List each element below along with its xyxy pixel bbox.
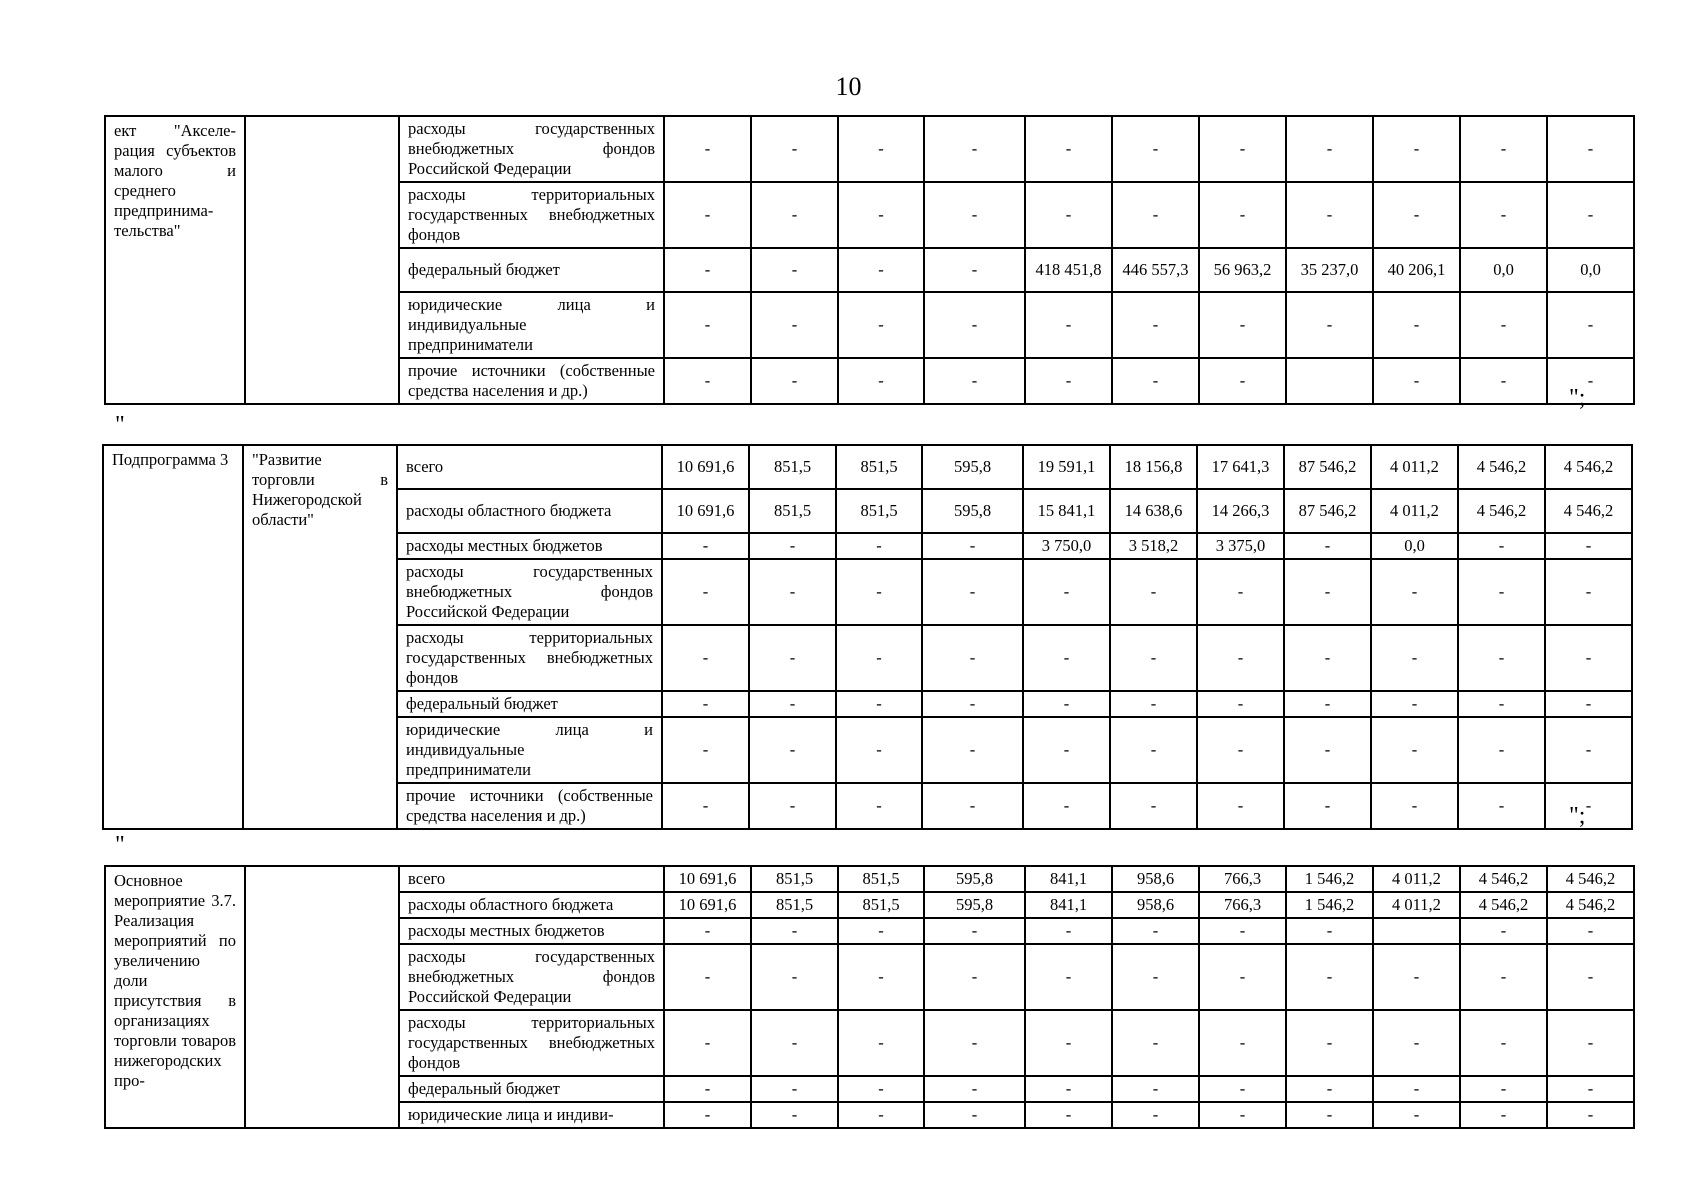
value-cell: - <box>1284 691 1371 717</box>
value-cell: - <box>838 1010 924 1076</box>
value-cell: 15 841,1 <box>1023 489 1110 533</box>
value-cell: 4 011,2 <box>1371 489 1458 533</box>
value-cell: - <box>664 116 751 182</box>
value-cell: - <box>1545 559 1632 625</box>
value-cell: 841,1 <box>1025 866 1112 892</box>
value-cell: - <box>751 116 838 182</box>
value-cell: - <box>1023 691 1110 717</box>
value-cell: - <box>922 533 1023 559</box>
value-cell: - <box>751 1010 838 1076</box>
value-cell: - <box>1112 358 1199 404</box>
value-cell: - <box>924 1010 1025 1076</box>
value-cell: - <box>1286 944 1373 1010</box>
funding-source-cell: расходы территориальных государственных внебюджетных фондов <box>399 1010 664 1076</box>
value-cell: 4 011,2 <box>1373 866 1460 892</box>
value-cell: 418 451,8 <box>1025 248 1112 292</box>
value-cell: - <box>924 182 1025 248</box>
budget-table-acceleration <box>104 115 1635 405</box>
funding-source-cell: федеральный бюджет <box>397 691 662 717</box>
closing-quote-mark: "; <box>1569 803 1586 829</box>
value-cell: - <box>922 783 1023 829</box>
value-cell: 1 546,2 <box>1286 892 1373 918</box>
value-cell: - <box>922 691 1023 717</box>
value-cell: - <box>836 625 922 691</box>
value-cell: - <box>1458 625 1545 691</box>
value-cell: 14 266,3 <box>1197 489 1284 533</box>
value-cell: - <box>1197 625 1284 691</box>
value-cell: 958,6 <box>1112 892 1199 918</box>
program-title-cell: ект "Акселерация субъектов малого и среднего предпринимательства" <box>105 116 245 404</box>
value-cell: - <box>662 559 749 625</box>
value-cell: - <box>1547 358 1634 404</box>
value-cell: - <box>1199 1076 1286 1102</box>
value-cell: - <box>1460 918 1547 944</box>
funding-source-cell: юридические лица и индиви- <box>399 1102 664 1128</box>
program-name-cell <box>245 866 399 1128</box>
value-cell: 766,3 <box>1199 866 1286 892</box>
value-cell: - <box>1545 691 1632 717</box>
value-cell: 0,0 <box>1547 248 1634 292</box>
value-cell: 595,8 <box>922 489 1023 533</box>
funding-source-cell: федеральный бюджет <box>399 1076 664 1102</box>
value-cell: - <box>1025 1010 1112 1076</box>
value-cell: - <box>1547 1076 1634 1102</box>
value-cell: - <box>1371 691 1458 717</box>
value-cell: - <box>1197 691 1284 717</box>
budget-table-measure-3-7 <box>104 865 1635 1129</box>
funding-source-cell: всего <box>397 445 662 489</box>
table-row <box>103 445 1632 489</box>
funding-source-cell: расходы территориальных государственных внебюджетных фондов <box>397 625 662 691</box>
value-cell: - <box>1545 783 1632 829</box>
value-cell: - <box>1460 944 1547 1010</box>
value-cell: - <box>1286 292 1373 358</box>
value-cell: 4 546,2 <box>1545 445 1632 489</box>
value-cell: - <box>836 717 922 783</box>
value-cell: - <box>1199 116 1286 182</box>
value-cell: 19 591,1 <box>1023 445 1110 489</box>
funding-source-cell: расходы государственных внебюджетных фондов Российской Федерации <box>399 944 664 1010</box>
page-number: 10 <box>835 72 862 101</box>
value-cell: - <box>1025 918 1112 944</box>
value-cell: - <box>924 358 1025 404</box>
value-cell: - <box>1112 1010 1199 1076</box>
funding-source-cell: расходы областного бюджета <box>399 892 664 918</box>
budget-table-subprogram-3 <box>102 444 1633 830</box>
value-cell: - <box>1545 533 1632 559</box>
value-cell: - <box>662 691 749 717</box>
value-cell: - <box>1460 358 1547 404</box>
value-cell: - <box>751 358 838 404</box>
value-cell: - <box>1547 918 1634 944</box>
value-cell: - <box>1025 116 1112 182</box>
value-cell: - <box>1284 625 1371 691</box>
value-cell: - <box>1023 559 1110 625</box>
value-cell: 841,1 <box>1025 892 1112 918</box>
value-cell: 18 156,8 <box>1110 445 1197 489</box>
value-cell: - <box>1023 625 1110 691</box>
value-cell: - <box>662 717 749 783</box>
value-cell: 851,5 <box>836 445 922 489</box>
funding-source-cell: юридические лица и индивидуальные предприниматели <box>399 292 664 358</box>
value-cell: - <box>664 182 751 248</box>
value-cell: - <box>662 783 749 829</box>
value-cell: - <box>1286 182 1373 248</box>
value-cell: - <box>924 1076 1025 1102</box>
value-cell: 10 691,6 <box>664 892 751 918</box>
value-cell: - <box>664 1010 751 1076</box>
program-title-cell: Основное мероприятие 3.7. Реализация мероприятий по увеличению доли присутствия в организациях торговли товаров нижегородских про- <box>105 866 245 1128</box>
value-cell: - <box>1547 944 1634 1010</box>
funding-source-cell: юридические лица и индивидуальные предприниматели <box>397 717 662 783</box>
value-cell: - <box>1197 783 1284 829</box>
value-cell: 4 546,2 <box>1460 892 1547 918</box>
value-cell: - <box>664 918 751 944</box>
value-cell: - <box>1284 533 1371 559</box>
value-cell: - <box>838 182 924 248</box>
value-cell: - <box>838 358 924 404</box>
value-cell: - <box>751 182 838 248</box>
value-cell: - <box>1460 1076 1547 1102</box>
value-cell: - <box>1112 116 1199 182</box>
value-cell: - <box>1199 292 1286 358</box>
value-cell: - <box>1373 944 1460 1010</box>
value-cell: - <box>836 559 922 625</box>
value-cell: - <box>1112 292 1199 358</box>
value-cell: - <box>1373 1010 1460 1076</box>
table-row <box>105 866 1634 892</box>
value-cell: - <box>1025 944 1112 1010</box>
value-cell: - <box>1025 182 1112 248</box>
funding-source-cell: прочие источники (собственные средства населения и др.) <box>399 358 664 404</box>
value-cell: - <box>1197 717 1284 783</box>
value-cell: 4 546,2 <box>1545 489 1632 533</box>
value-cell: 4 546,2 <box>1460 866 1547 892</box>
value-cell: 851,5 <box>836 489 922 533</box>
value-cell: - <box>836 691 922 717</box>
value-cell: - <box>838 918 924 944</box>
value-cell: 4 546,2 <box>1458 489 1545 533</box>
value-cell: - <box>1286 918 1373 944</box>
value-cell: 3 375,0 <box>1197 533 1284 559</box>
value-cell: - <box>1284 559 1371 625</box>
funding-source-cell: расходы областного бюджета <box>397 489 662 533</box>
value-cell: 595,8 <box>924 866 1025 892</box>
value-cell: - <box>1110 691 1197 717</box>
value-cell: 35 237,0 <box>1286 248 1373 292</box>
value-cell: - <box>1199 358 1286 404</box>
value-cell: 851,5 <box>751 866 838 892</box>
value-cell: - <box>664 292 751 358</box>
value-cell: - <box>751 944 838 1010</box>
value-cell: 4 011,2 <box>1373 892 1460 918</box>
value-cell: - <box>1023 717 1110 783</box>
value-cell: - <box>924 1102 1025 1128</box>
value-cell: 851,5 <box>751 892 838 918</box>
value-cell: - <box>1025 292 1112 358</box>
value-cell: - <box>1112 1076 1199 1102</box>
value-cell: - <box>838 1102 924 1128</box>
value-cell: - <box>1199 944 1286 1010</box>
value-cell: - <box>1460 292 1547 358</box>
value-cell: - <box>1199 1102 1286 1128</box>
value-cell <box>1286 358 1373 404</box>
value-cell: - <box>1286 1010 1373 1076</box>
value-cell: - <box>1199 182 1286 248</box>
value-cell: - <box>836 533 922 559</box>
value-cell: - <box>1458 533 1545 559</box>
program-name-cell <box>245 116 399 404</box>
program-name-cell: "Развитие торговли в Нижегородской области" <box>243 445 397 829</box>
value-cell: - <box>1023 783 1110 829</box>
value-cell: - <box>1112 182 1199 248</box>
value-cell: 4 546,2 <box>1547 892 1634 918</box>
value-cell: 10 691,6 <box>662 489 749 533</box>
value-cell: - <box>1199 918 1286 944</box>
value-cell: - <box>1460 1102 1547 1128</box>
value-cell: - <box>749 559 836 625</box>
value-cell: - <box>1545 625 1632 691</box>
value-cell: 851,5 <box>749 445 836 489</box>
value-cell: - <box>1460 182 1547 248</box>
value-cell: - <box>1458 559 1545 625</box>
value-cell: - <box>1025 1102 1112 1128</box>
value-cell: - <box>1373 1102 1460 1128</box>
value-cell: 851,5 <box>838 892 924 918</box>
value-cell: - <box>1110 559 1197 625</box>
value-cell: - <box>1286 116 1373 182</box>
value-cell: - <box>924 116 1025 182</box>
value-cell: - <box>751 248 838 292</box>
funding-source-cell: расходы государственных внебюджетных фондов Российской Федерации <box>397 559 662 625</box>
value-cell: - <box>1458 717 1545 783</box>
value-cell: 0,0 <box>1371 533 1458 559</box>
funding-source-cell: расходы местных бюджетов <box>397 533 662 559</box>
table-row <box>105 116 1634 182</box>
value-cell: 3 750,0 <box>1023 533 1110 559</box>
value-cell: 766,3 <box>1199 892 1286 918</box>
value-cell: - <box>664 248 751 292</box>
value-cell: - <box>924 918 1025 944</box>
value-cell: - <box>751 292 838 358</box>
value-cell: - <box>1373 116 1460 182</box>
funding-source-cell: федеральный бюджет <box>399 248 664 292</box>
opening-quote-mark: " <box>115 412 125 438</box>
value-cell: - <box>922 625 1023 691</box>
value-cell: - <box>1373 292 1460 358</box>
value-cell: - <box>1547 292 1634 358</box>
value-cell: - <box>664 1076 751 1102</box>
value-cell: 87 546,2 <box>1284 489 1371 533</box>
value-cell: - <box>1112 944 1199 1010</box>
value-cell: - <box>924 248 1025 292</box>
value-cell: - <box>1373 182 1460 248</box>
value-cell: - <box>1371 625 1458 691</box>
value-cell: - <box>749 533 836 559</box>
value-cell: - <box>1112 918 1199 944</box>
value-cell: 87 546,2 <box>1284 445 1371 489</box>
value-cell: - <box>664 358 751 404</box>
value-cell: 14 638,6 <box>1110 489 1197 533</box>
value-cell: - <box>1458 691 1545 717</box>
funding-source-cell: расходы местных бюджетов <box>399 918 664 944</box>
value-cell: - <box>1286 1102 1373 1128</box>
value-cell: - <box>1112 1102 1199 1128</box>
value-cell: - <box>838 944 924 1010</box>
value-cell: - <box>1371 783 1458 829</box>
value-cell: - <box>1110 717 1197 783</box>
funding-source-cell: прочие источники (собственные средства населения и др.) <box>397 783 662 829</box>
value-cell: - <box>749 691 836 717</box>
value-cell: 10 691,6 <box>664 866 751 892</box>
value-cell: - <box>749 625 836 691</box>
value-cell: - <box>1371 717 1458 783</box>
value-cell: - <box>922 717 1023 783</box>
value-cell: - <box>922 559 1023 625</box>
value-cell: - <box>1547 1010 1634 1076</box>
value-cell: - <box>751 1076 838 1102</box>
value-cell: - <box>664 944 751 1010</box>
value-cell: 3 518,2 <box>1110 533 1197 559</box>
value-cell: - <box>662 625 749 691</box>
value-cell: 40 206,1 <box>1373 248 1460 292</box>
value-cell: 851,5 <box>838 866 924 892</box>
value-cell: - <box>1373 1076 1460 1102</box>
value-cell: - <box>838 292 924 358</box>
value-cell: - <box>1110 783 1197 829</box>
value-cell: - <box>1460 1010 1547 1076</box>
value-cell: - <box>749 717 836 783</box>
value-cell: 851,5 <box>749 489 836 533</box>
value-cell: 56 963,2 <box>1199 248 1286 292</box>
program-title-cell: Подпрограмма 3 <box>103 445 243 829</box>
value-cell: 446 557,3 <box>1112 248 1199 292</box>
value-cell: - <box>924 944 1025 1010</box>
value-cell: - <box>838 116 924 182</box>
value-cell: - <box>1284 783 1371 829</box>
value-cell: - <box>838 1076 924 1102</box>
value-cell: - <box>1284 717 1371 783</box>
value-cell: - <box>1025 358 1112 404</box>
opening-quote-mark: " <box>115 832 125 858</box>
value-cell: - <box>1545 717 1632 783</box>
value-cell: - <box>1199 1010 1286 1076</box>
value-cell: 1 546,2 <box>1286 866 1373 892</box>
value-cell: - <box>749 783 836 829</box>
value-cell: 10 691,6 <box>662 445 749 489</box>
funding-source-cell: расходы территориальных государственных внебюджетных фондов <box>399 182 664 248</box>
value-cell: 4 011,2 <box>1371 445 1458 489</box>
value-cell: 0,0 <box>1460 248 1547 292</box>
funding-source-cell: расходы государственных внебюджетных фондов Российской Федерации <box>399 116 664 182</box>
value-cell: - <box>1286 1076 1373 1102</box>
value-cell: - <box>924 292 1025 358</box>
value-cell: - <box>751 918 838 944</box>
value-cell: - <box>838 248 924 292</box>
value-cell: 4 546,2 <box>1547 866 1634 892</box>
value-cell: - <box>1547 116 1634 182</box>
value-cell: - <box>751 1102 838 1128</box>
value-cell: - <box>1025 1076 1112 1102</box>
value-cell: 595,8 <box>922 445 1023 489</box>
value-cell: 958,6 <box>1112 866 1199 892</box>
value-cell: 17 641,3 <box>1197 445 1284 489</box>
value-cell: 595,8 <box>924 892 1025 918</box>
value-cell: - <box>1458 783 1545 829</box>
funding-source-cell: всего <box>399 866 664 892</box>
value-cell: - <box>1371 559 1458 625</box>
value-cell: - <box>1110 625 1197 691</box>
value-cell: - <box>1373 358 1460 404</box>
value-cell <box>1373 918 1460 944</box>
value-cell: - <box>662 533 749 559</box>
value-cell: - <box>664 1102 751 1128</box>
value-cell: - <box>1460 116 1547 182</box>
value-cell: 4 546,2 <box>1458 445 1545 489</box>
value-cell: - <box>1197 559 1284 625</box>
value-cell: - <box>836 783 922 829</box>
value-cell: - <box>1547 1102 1634 1128</box>
value-cell: - <box>1547 182 1634 248</box>
closing-quote-mark: "; <box>1569 385 1586 411</box>
